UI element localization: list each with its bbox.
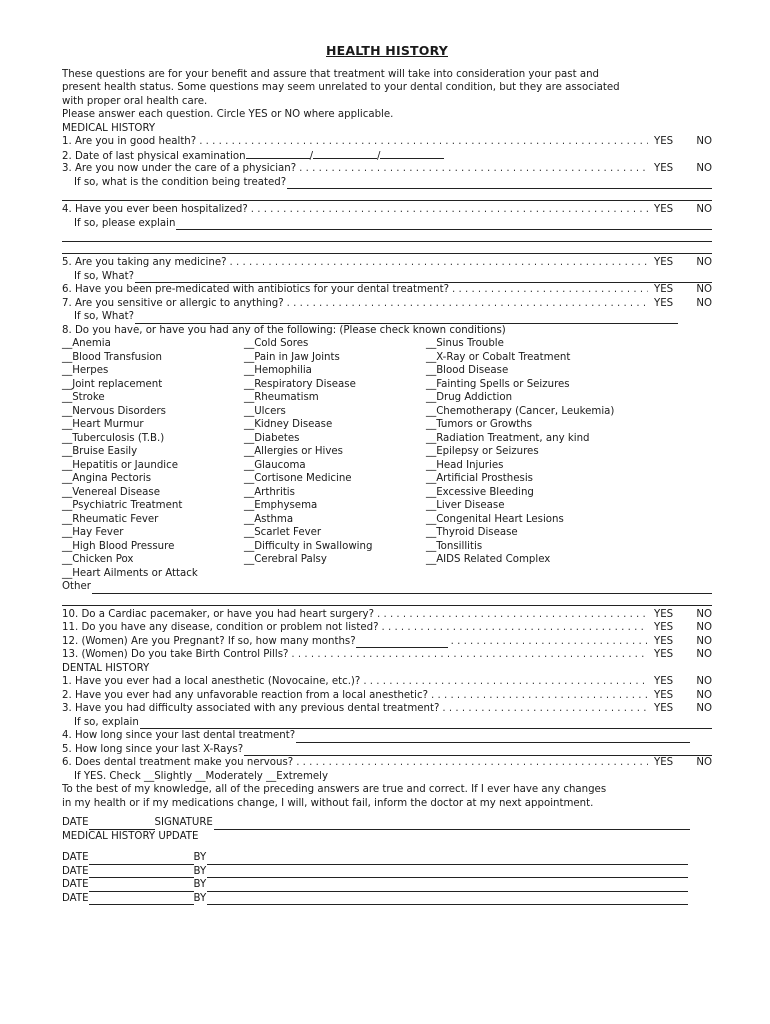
question-text: 3. Are you now under the care of a physician? — [62, 163, 297, 174]
affirmation-text — [62, 783, 712, 810]
yes-option[interactable]: YES — [654, 635, 674, 647]
question-5 — [62, 256, 712, 270]
medicine-field[interactable] — [135, 272, 712, 283]
condition-checkbox[interactable]: __Emphysema — [244, 500, 318, 511]
condition-checkbox[interactable]: __Cerebral Palsy — [244, 554, 327, 565]
question-text: 2. Have you ever had any unfavorable reaction from a local anesthetic? — [62, 689, 429, 701]
condition-checkbox[interactable]: __Ulcers — [244, 405, 286, 417]
condition-field[interactable] — [287, 178, 712, 189]
question-7-followup: If so, What? — [62, 310, 712, 324]
answer-line[interactable] — [62, 244, 712, 254]
condition-checkbox[interactable]: __Blood Disease — [426, 365, 509, 376]
dental-question-5: 5. How long since your last X-Rays? — [62, 743, 712, 757]
intro-line: These questions are for your benefit and assure that treatment will take into consideration your past and — [62, 68, 599, 80]
question-4 — [62, 203, 712, 217]
question-text: 6. Have you been pre-medicated with antibiotics for your dental treatment? — [62, 284, 450, 295]
update-row: DATE BY — [62, 851, 712, 865]
condition-checkbox[interactable]: __Fainting Spells or Seizures — [426, 378, 570, 390]
yes-option[interactable]: YES — [654, 284, 674, 295]
condition-checkbox[interactable]: __Heart Murmur — [62, 419, 144, 430]
no-option[interactable]: NO — [696, 136, 712, 147]
condition-checkbox[interactable]: __Chemotherapy (Cancer, Leukemia) — [426, 405, 615, 417]
condition-checkbox[interactable]: __Liver Disease — [426, 500, 505, 511]
condition-checkbox[interactable]: __Tonsillitis — [426, 540, 483, 552]
question-text: 1. Have you ever had a local anesthetic (Novocaine, etc.)? — [62, 676, 361, 687]
update-by-field[interactable] — [207, 854, 688, 865]
yes-option[interactable]: YES — [654, 257, 674, 268]
question-text: 12. (Women) Are you Pregnant? If so, how many months? — [62, 635, 356, 647]
no-option[interactable]: NO — [696, 284, 712, 295]
question-text: 6. Does dental treatment make you nervous? — [62, 757, 294, 768]
condition-checkbox[interactable]: __Kidney Disease — [244, 419, 333, 430]
condition-checkbox[interactable]: __Rheumatism — [244, 392, 319, 403]
health-history-form — [62, 44, 712, 905]
conditions-column-3 — [426, 337, 646, 580]
condition-checkbox[interactable]: __Artificial Prosthesis — [426, 473, 533, 484]
dental-history-heading: DENTAL HISTORY — [62, 662, 150, 674]
last-xray-field[interactable] — [244, 745, 712, 756]
condition-checkbox[interactable]: __High Blood Pressure — [62, 540, 175, 552]
condition-checkbox[interactable]: __Scarlet Fever — [244, 527, 322, 538]
question-text: 3. Have you had difficulty associated with any previous dental treatment? — [62, 703, 440, 714]
question-text: 10. Do a Cardiac pacemaker, or have you had heart surgery? — [62, 608, 374, 620]
update-row: DATE BY — [62, 878, 712, 892]
intro-line: present health status. Some questions may seem unrelated to your dental condition, but they are associated — [62, 82, 620, 93]
nervous-level-options[interactable]: If YES. Check __Slightly __Moderately __Extremely — [74, 770, 329, 782]
dental-question-1 — [62, 675, 712, 689]
update-date-field[interactable] — [89, 855, 194, 865]
yes-option[interactable]: YES — [654, 622, 674, 633]
dental-question-4: 4. How long since your last dental treatment? — [62, 729, 712, 743]
allergy-field[interactable] — [135, 313, 678, 324]
page-title: HEALTH HISTORY — [326, 43, 448, 58]
question-2: 2. Date of last physical examination / / — [62, 149, 712, 163]
medical-history-heading: MEDICAL HISTORY — [62, 122, 156, 134]
condition-checkbox[interactable]: __Venereal Disease — [62, 486, 160, 498]
condition-checkbox[interactable]: __Cold Sores — [244, 338, 309, 349]
dental-question-3 — [62, 702, 712, 716]
update-date-field[interactable] — [89, 868, 194, 878]
answer-line[interactable] — [62, 191, 712, 201]
no-option[interactable]: NO — [696, 757, 712, 768]
condition-checkbox[interactable]: __Excessive Bleeding — [426, 486, 534, 498]
yes-option[interactable]: YES — [654, 297, 674, 309]
condition-checkbox[interactable]: __Thyroid Disease — [426, 527, 518, 538]
answer-line[interactable] — [62, 232, 712, 242]
condition-checkbox[interactable]: __Arthritis — [244, 486, 295, 498]
no-option[interactable]: NO — [696, 257, 712, 268]
answer-line[interactable] — [62, 596, 712, 606]
yes-option[interactable]: YES — [654, 163, 674, 174]
exam-year-field[interactable] — [380, 149, 444, 159]
last-treatment-field[interactable] — [296, 732, 690, 743]
question-7 — [62, 297, 712, 311]
condition-checkbox[interactable]: __Nervous Disorders — [62, 405, 166, 417]
condition-checkbox[interactable]: __Tumors or Growths — [426, 419, 533, 430]
condition-checkbox[interactable]: __Respiratory Disease — [244, 378, 356, 390]
yes-option[interactable]: YES — [654, 204, 674, 215]
medical-history-update-heading: MEDICAL HISTORY UPDATE — [62, 830, 199, 842]
question-13 — [62, 648, 712, 662]
condition-checkbox[interactable]: __Drug Addiction — [426, 392, 513, 403]
no-option[interactable]: NO — [696, 297, 712, 309]
affirmation-line: To the best of my knowledge, all of the preceding answers are true and correct. If I ever have any changes — [62, 784, 607, 795]
exam-month-field[interactable] — [246, 149, 310, 159]
condition-checkbox[interactable]: __Anemia — [62, 338, 111, 349]
no-option[interactable]: NO — [696, 608, 712, 620]
question-12 — [62, 635, 712, 649]
condition-checkbox[interactable]: __Rheumatic Fever — [62, 513, 159, 525]
date-field[interactable] — [89, 820, 155, 830]
question-text: 11. Do you have any disease, condition or problem not listed? — [62, 622, 379, 633]
yes-option[interactable]: YES — [654, 689, 674, 701]
no-option[interactable]: NO — [696, 703, 712, 714]
explain-field[interactable] — [140, 718, 712, 729]
no-option[interactable]: NO — [696, 163, 712, 174]
update-date-field[interactable] — [89, 895, 194, 905]
condition-checkbox[interactable]: __Difficulty in Swallowing — [244, 540, 373, 552]
question-8: 8. Do you have, or have you had any of the following: (Please check known conditions) — [62, 324, 506, 336]
condition-checkbox[interactable]: __Diabetes — [244, 432, 300, 444]
update-by-field[interactable] — [207, 867, 688, 878]
condition-checkbox[interactable]: __AIDS Related Complex — [426, 554, 551, 565]
explain-field[interactable] — [176, 219, 712, 230]
question-4-followup: If so, please explain — [62, 217, 712, 231]
intro-text — [62, 68, 712, 122]
condition-checkbox[interactable]: __Head Injuries — [426, 459, 504, 471]
no-option[interactable]: NO — [696, 689, 712, 701]
other-conditions: Other — [62, 580, 712, 594]
no-option[interactable]: NO — [696, 204, 712, 215]
no-option[interactable]: NO — [696, 622, 712, 633]
question-text: 4. Have you ever been hospitalized? — [62, 204, 248, 215]
months-field[interactable] — [356, 638, 448, 648]
condition-checkbox[interactable]: __Joint replacement — [62, 378, 163, 390]
intro-line: Please answer each question. Circle YES or NO where applicable. — [62, 109, 394, 120]
update-by-field[interactable] — [207, 881, 688, 892]
update-row: DATE BY — [62, 865, 712, 879]
condition-checkbox[interactable]: __Herpes — [62, 365, 109, 376]
question-text: 5. Are you taking any medicine? — [62, 257, 227, 268]
condition-checkbox[interactable]: __Blood Transfusion — [62, 351, 162, 363]
question-11 — [62, 621, 712, 635]
condition-checkbox[interactable]: __Stroke — [62, 392, 105, 403]
question-5-followup: If so, What? — [62, 270, 712, 284]
yes-option[interactable]: YES — [654, 649, 674, 660]
question-6 — [62, 283, 712, 297]
question-text: 13. (Women) Do you take Birth Control Pills? — [62, 649, 289, 660]
condition-checkbox[interactable]: __Hay Fever — [62, 527, 124, 538]
condition-checkbox[interactable]: __Congenital Heart Lesions — [426, 513, 564, 525]
no-option[interactable]: NO — [696, 635, 712, 647]
exam-day-field[interactable] — [313, 149, 377, 159]
yes-option[interactable]: YES — [654, 757, 674, 768]
question-3 — [62, 162, 712, 176]
yes-option[interactable]: YES — [654, 136, 674, 147]
update-row: DATE BY — [62, 892, 712, 906]
condition-checkbox[interactable]: __Epilepsy or Seizures — [426, 446, 539, 457]
update-date-field[interactable] — [89, 882, 194, 892]
condition-checkbox[interactable]: __X-Ray or Cobalt Treatment — [426, 351, 571, 363]
dental-question-3-followup: If so, explain — [62, 716, 712, 730]
conditions-column-2 — [244, 337, 426, 580]
other-field[interactable] — [92, 583, 712, 594]
question-text: 2. Date of last physical examination — [62, 150, 246, 162]
dental-question-6 — [62, 756, 712, 770]
condition-checkbox[interactable]: __Sinus Trouble — [426, 338, 504, 349]
question-10 — [62, 608, 712, 622]
yes-option[interactable]: YES — [654, 703, 674, 714]
condition-checkbox[interactable]: __Glaucoma — [244, 459, 306, 471]
no-option[interactable]: NO — [696, 649, 712, 660]
no-option[interactable]: NO — [696, 676, 712, 687]
condition-checkbox[interactable]: __Angina Pectoris — [62, 473, 152, 484]
affirmation-line: in my health or if my medications change, I will, without fail, inform the doctor at my next appointment. — [62, 797, 594, 809]
question-3-followup: If so, what is the condition being treated? — [62, 176, 712, 190]
condition-checkbox[interactable]: __Psychiatric Treatment — [62, 500, 183, 511]
conditions-column-1 — [62, 337, 244, 580]
condition-checkbox[interactable]: __Heart Ailments or Attack — [62, 567, 198, 579]
condition-checkbox[interactable]: __Allergies or Hives — [244, 446, 343, 457]
condition-checkbox[interactable]: __Hepatitis or Jaundice — [62, 459, 179, 471]
condition-checkbox[interactable]: __Tuberculosis (T.B.) — [62, 432, 165, 444]
condition-checkbox[interactable]: __Asthma — [244, 513, 294, 525]
condition-checkbox[interactable]: __Cortisone Medicine — [244, 473, 352, 484]
intro-line: with proper oral health care. — [62, 95, 208, 107]
conditions-checklist — [62, 337, 712, 580]
signature-row: DATE SIGNATURE — [62, 816, 712, 830]
condition-checkbox[interactable]: __Radiation Treatment, any kind — [426, 432, 590, 444]
condition-checkbox[interactable]: __Bruise Easily — [62, 446, 138, 457]
update-by-field[interactable] — [207, 894, 688, 905]
yes-option[interactable]: YES — [654, 608, 674, 620]
condition-checkbox[interactable]: __Chicken Pox — [62, 554, 134, 565]
condition-checkbox[interactable]: __Hemophilia — [244, 365, 312, 376]
yes-option[interactable]: YES — [654, 676, 674, 687]
signature-field[interactable] — [214, 819, 690, 830]
condition-checkbox[interactable]: __Pain in Jaw Joints — [244, 351, 340, 363]
question-1 — [62, 135, 712, 149]
question-text: 1. Are you in good health? — [62, 136, 197, 147]
question-text: 7. Are you sensitive or allergic to anything? — [62, 297, 284, 309]
dental-question-2 — [62, 689, 712, 703]
